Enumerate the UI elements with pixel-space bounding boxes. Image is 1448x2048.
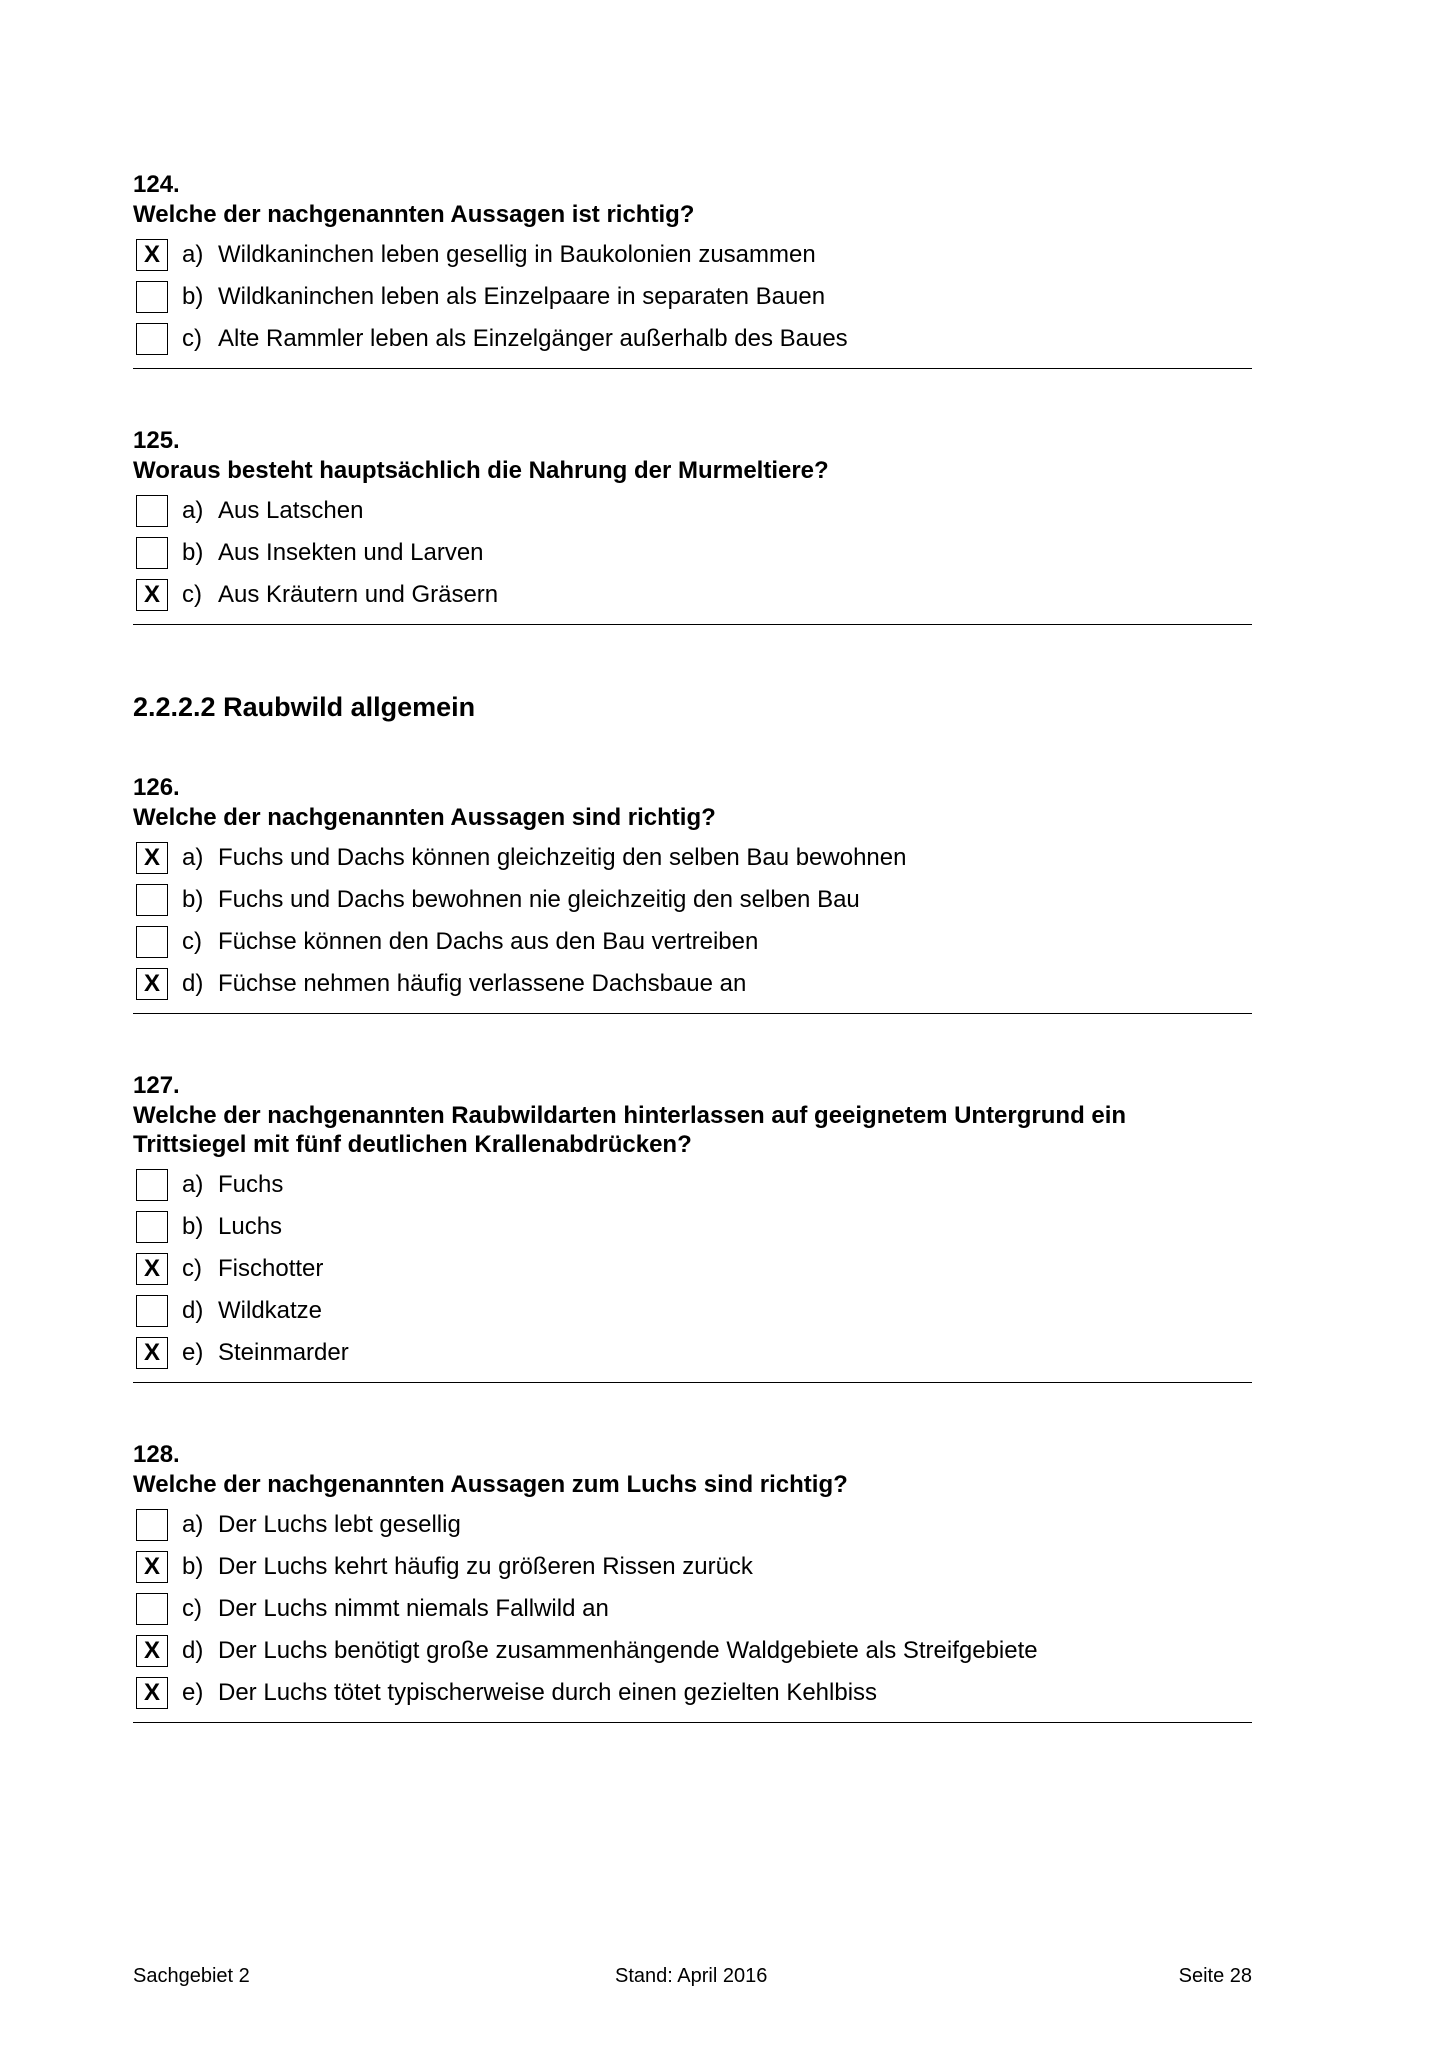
answer-text: Füchse können den Dachs aus den Bau vertreiben (218, 928, 759, 955)
answer-checkbox[interactable]: X (136, 1635, 168, 1667)
answer-letter: b) (182, 1553, 204, 1580)
answer-text: Aus Latschen (218, 497, 364, 524)
answer-option (133, 490, 1252, 532)
answer-text: Fuchs und Dachs bewohnen nie gleichzeitig den selben Bau (218, 886, 860, 913)
divider (133, 1722, 1252, 1723)
answer-letter: a) (182, 497, 204, 524)
answer-checkbox[interactable]: X (136, 842, 168, 874)
answer-letter: b) (182, 283, 204, 310)
answer-option (133, 1164, 1252, 1206)
answer-checkbox[interactable]: X (136, 1677, 168, 1709)
answer-letter: c) (182, 1255, 202, 1282)
answer-checkbox[interactable]: X (136, 968, 168, 1000)
answer-option (133, 879, 1252, 921)
answer-text: Der Luchs benötigt große zusammenhängende Waldgebiete als Streifgebiete (218, 1637, 1038, 1664)
question-number: 128. (133, 1441, 180, 1468)
answer-text: Wildkatze (218, 1297, 323, 1324)
answer-letter: a) (182, 844, 204, 871)
footer-subject: Sachgebiet 2 (133, 1965, 250, 1987)
answer-option (133, 963, 1252, 1005)
question-text-line: Trittsiegel mit fünf deutlichen Krallenabdrücken? (133, 1131, 692, 1158)
question-125 (133, 426, 1252, 625)
answer-checkbox[interactable] (136, 281, 168, 313)
answer-checkbox[interactable] (136, 1509, 168, 1541)
answer-option (133, 1672, 1252, 1714)
answer-letter: d) (182, 1637, 204, 1664)
answer-option (133, 1290, 1252, 1332)
answer-letter: a) (182, 1171, 204, 1198)
answer-checkbox[interactable]: X (136, 1337, 168, 1369)
answer-letter: b) (182, 539, 204, 566)
question-text: Woraus besteht hauptsächlich die Nahrung der Murmeltiere? (133, 457, 829, 484)
answer-checkbox[interactable]: X (136, 1551, 168, 1583)
question-128 (133, 1440, 1252, 1723)
answer-text: Wildkaninchen leben als Einzelpaare in separaten Bauen (218, 283, 826, 310)
answer-option (133, 574, 1252, 616)
question-text (133, 1101, 1252, 1159)
divider (133, 624, 1252, 625)
answer-option (133, 1248, 1252, 1290)
divider (133, 368, 1252, 369)
divider (133, 1013, 1252, 1014)
answer-text: Wildkaninchen leben gesellig in Baukolonien zusammen (218, 241, 816, 268)
answer-text: Der Luchs tötet typischerweise durch einen gezielten Kehlbiss (218, 1679, 878, 1706)
answer-text: Luchs (218, 1213, 283, 1240)
answer-text: Fuchs (218, 1171, 284, 1198)
answer-checkbox[interactable] (136, 323, 168, 355)
answer-checkbox[interactable] (136, 1211, 168, 1243)
answer-checkbox[interactable]: X (136, 1253, 168, 1285)
answer-option (133, 318, 1252, 360)
answer-option (133, 837, 1252, 879)
answer-text: Aus Insekten und Larven (218, 539, 484, 566)
section-heading: 2.2.2.2 Raubwild allgemein (133, 692, 476, 722)
document-page (133, 170, 1252, 1723)
footer-date: Stand: April 2016 (615, 1965, 768, 1987)
answer-text: Der Luchs nimmt niemals Fallwild an (218, 1595, 609, 1622)
answer-option (133, 1588, 1252, 1630)
answer-letter: d) (182, 970, 204, 997)
answer-letter: a) (182, 1511, 204, 1538)
question-127 (133, 1071, 1252, 1383)
answer-option (133, 532, 1252, 574)
answer-checkbox[interactable] (136, 1593, 168, 1625)
answer-text: Steinmarder (218, 1339, 349, 1366)
footer-page-number: Seite 28 (1178, 1965, 1252, 1987)
answer-letter: c) (182, 1595, 202, 1622)
answer-letter: e) (182, 1679, 204, 1706)
answer-text: Fischotter (218, 1255, 324, 1282)
answer-checkbox[interactable] (136, 884, 168, 916)
answer-option (133, 1206, 1252, 1248)
answer-checkbox[interactable] (136, 1295, 168, 1327)
answer-text: Alte Rammler leben als Einzelgänger außerhalb des Baues (218, 325, 848, 352)
answer-letter: d) (182, 1297, 204, 1324)
answer-checkbox[interactable]: X (136, 579, 168, 611)
answer-text: Der Luchs lebt gesellig (218, 1511, 461, 1538)
answer-checkbox[interactable] (136, 537, 168, 569)
question-text: Welche der nachgenannten Aussagen ist richtig? (133, 201, 695, 228)
answer-option (133, 276, 1252, 318)
question-text: Welche der nachgenannten Aussagen zum Luchs sind richtig? (133, 1471, 848, 1498)
question-text-line: Welche der nachgenannten Raubwildarten hinterlassen auf geeignetem Untergrund ein (133, 1102, 1127, 1129)
answer-letter: c) (182, 581, 202, 608)
answer-option (133, 921, 1252, 963)
answer-text: Fuchs und Dachs können gleichzeitig den selben Bau bewohnen (218, 844, 907, 871)
answer-text: Der Luchs kehrt häufig zu größeren Rissen zurück (218, 1553, 753, 1580)
question-text: Welche der nachgenannten Aussagen sind richtig? (133, 804, 716, 831)
question-number: 127. (133, 1072, 180, 1099)
question-126 (133, 773, 1252, 1014)
answer-letter: e) (182, 1339, 204, 1366)
answer-option (133, 1332, 1252, 1374)
answer-letter: c) (182, 325, 202, 352)
answer-letter: c) (182, 928, 202, 955)
answer-text: Aus Kräutern und Gräsern (218, 581, 499, 608)
answer-letter: b) (182, 886, 204, 913)
answer-checkbox[interactable] (136, 1169, 168, 1201)
answer-checkbox[interactable] (136, 495, 168, 527)
answer-option (133, 234, 1252, 276)
answer-letter: b) (182, 1213, 204, 1240)
answer-checkbox[interactable] (136, 926, 168, 958)
question-124 (133, 170, 1252, 369)
question-number: 124. (133, 171, 180, 198)
answer-option (133, 1630, 1252, 1672)
answer-text: Füchse nehmen häufig verlassene Dachsbaue an (218, 970, 747, 997)
question-number: 126. (133, 774, 180, 801)
divider (133, 1382, 1252, 1383)
answer-letter: a) (182, 241, 204, 268)
answer-option (133, 1504, 1252, 1546)
answer-option (133, 1546, 1252, 1588)
question-number: 125. (133, 427, 180, 454)
answer-checkbox[interactable]: X (136, 239, 168, 271)
